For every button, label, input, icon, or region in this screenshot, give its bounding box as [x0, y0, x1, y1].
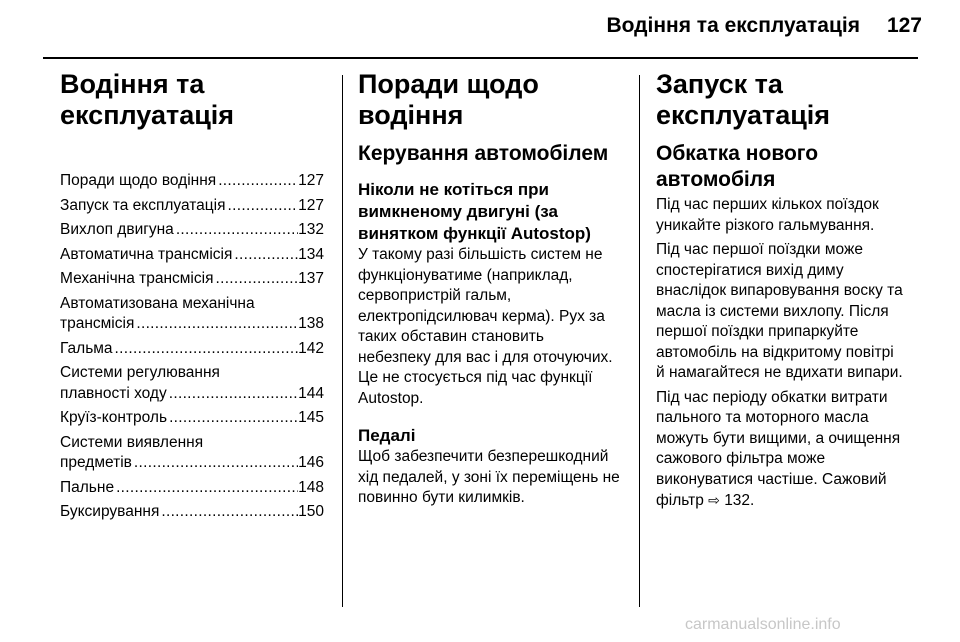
warning-paragraph: У такому разі більшість систем не функціонуватиме (наприклад, сервопристрій гальм, електропідсилювач керма). Рух за таких обставин становить небезпеку для вас і для оточуючих. Це не стосується під час функції Autostop. — [358, 246, 613, 407]
section-heading: Запуск та експлуатація — [656, 69, 831, 130]
section-heading: Поради щодо водіння — [358, 69, 539, 130]
toc-entry[interactable]: Гальма . . . 142 — [60, 339, 324, 360]
toc-entry[interactable]: Автоматична трансмісія . . . 134 — [60, 245, 324, 266]
column-toc — [60, 69, 324, 527]
column-starting-operating — [656, 69, 922, 512]
warning-heading: Ніколи не котіться при вимкненому двигуні (за винятком функції Autostop) — [358, 180, 591, 243]
table-of-contents — [60, 171, 324, 523]
toc-entry[interactable]: Автоматизована механічна трансмісія . . . 138 — [60, 294, 324, 335]
paragraph: Під час періоду обкатки витрати пального та моторного масла можуть бути вищими, а очищення сажового фільтра може виконуватися частіше. Сажовий фільтр ⇨ 132. — [656, 388, 922, 512]
column-divider-2 — [639, 75, 640, 607]
column-divider-1 — [342, 75, 343, 607]
toc-entry[interactable]: Запуск та експлуатація . . . 127 — [60, 196, 324, 217]
watermark: carmanualsonline.info — [685, 616, 841, 633]
column-driving-hints — [358, 69, 626, 509]
toc-entry[interactable]: Системи регулювання плавності ходу . . . 144 — [60, 363, 324, 404]
chapter-heading: Водіння та експлуатація — [60, 69, 235, 130]
subsection-heading: Обкатка нового автомобіля — [656, 142, 819, 191]
toc-entry[interactable]: Механічна трансмісія . . . 137 — [60, 269, 324, 290]
toc-entry[interactable]: Круїз-контроль . . . 145 — [60, 408, 324, 429]
arrow-right-icon: ⇨ — [708, 492, 720, 508]
cross-reference[interactable]: фільтр ⇨ 132. — [656, 492, 755, 509]
toc-entry[interactable]: Системи виявлення предметів . . . 146 — [60, 433, 324, 474]
subsection-heading: Керування автомобілем — [358, 142, 609, 165]
paragraph: Під час перших кількох поїздок уникайте різкого гальмування. — [656, 196, 879, 234]
toc-entry[interactable]: Пальне . . . 148 — [60, 478, 324, 499]
paragraph: Під час першої поїздки може спостерігатися вихід диму внаслідок випаровування воску та масла із системи вихлопу. Після першої поїздки припаркуйте автомобіль на відкритому повітрі й намагайтеся не вдихати випари. — [656, 241, 903, 381]
toc-entry[interactable]: Вихлоп двигуна . . . 132 — [60, 220, 324, 241]
page-number: 127 — [886, 14, 922, 37]
pedals-paragraph: Щоб забезпечити безперешкодний хід педалей, у зоні їх переміщень не повинно бути килимків. — [358, 448, 620, 506]
header-rule — [43, 57, 918, 59]
pedals-heading: Педалі — [358, 426, 416, 445]
toc-entry[interactable]: Буксирування . . . 150 — [60, 502, 324, 523]
running-header-title: Водіння та експлуатація — [606, 14, 860, 37]
toc-entry[interactable]: Поради щодо водіння . . . 127 — [60, 171, 324, 192]
